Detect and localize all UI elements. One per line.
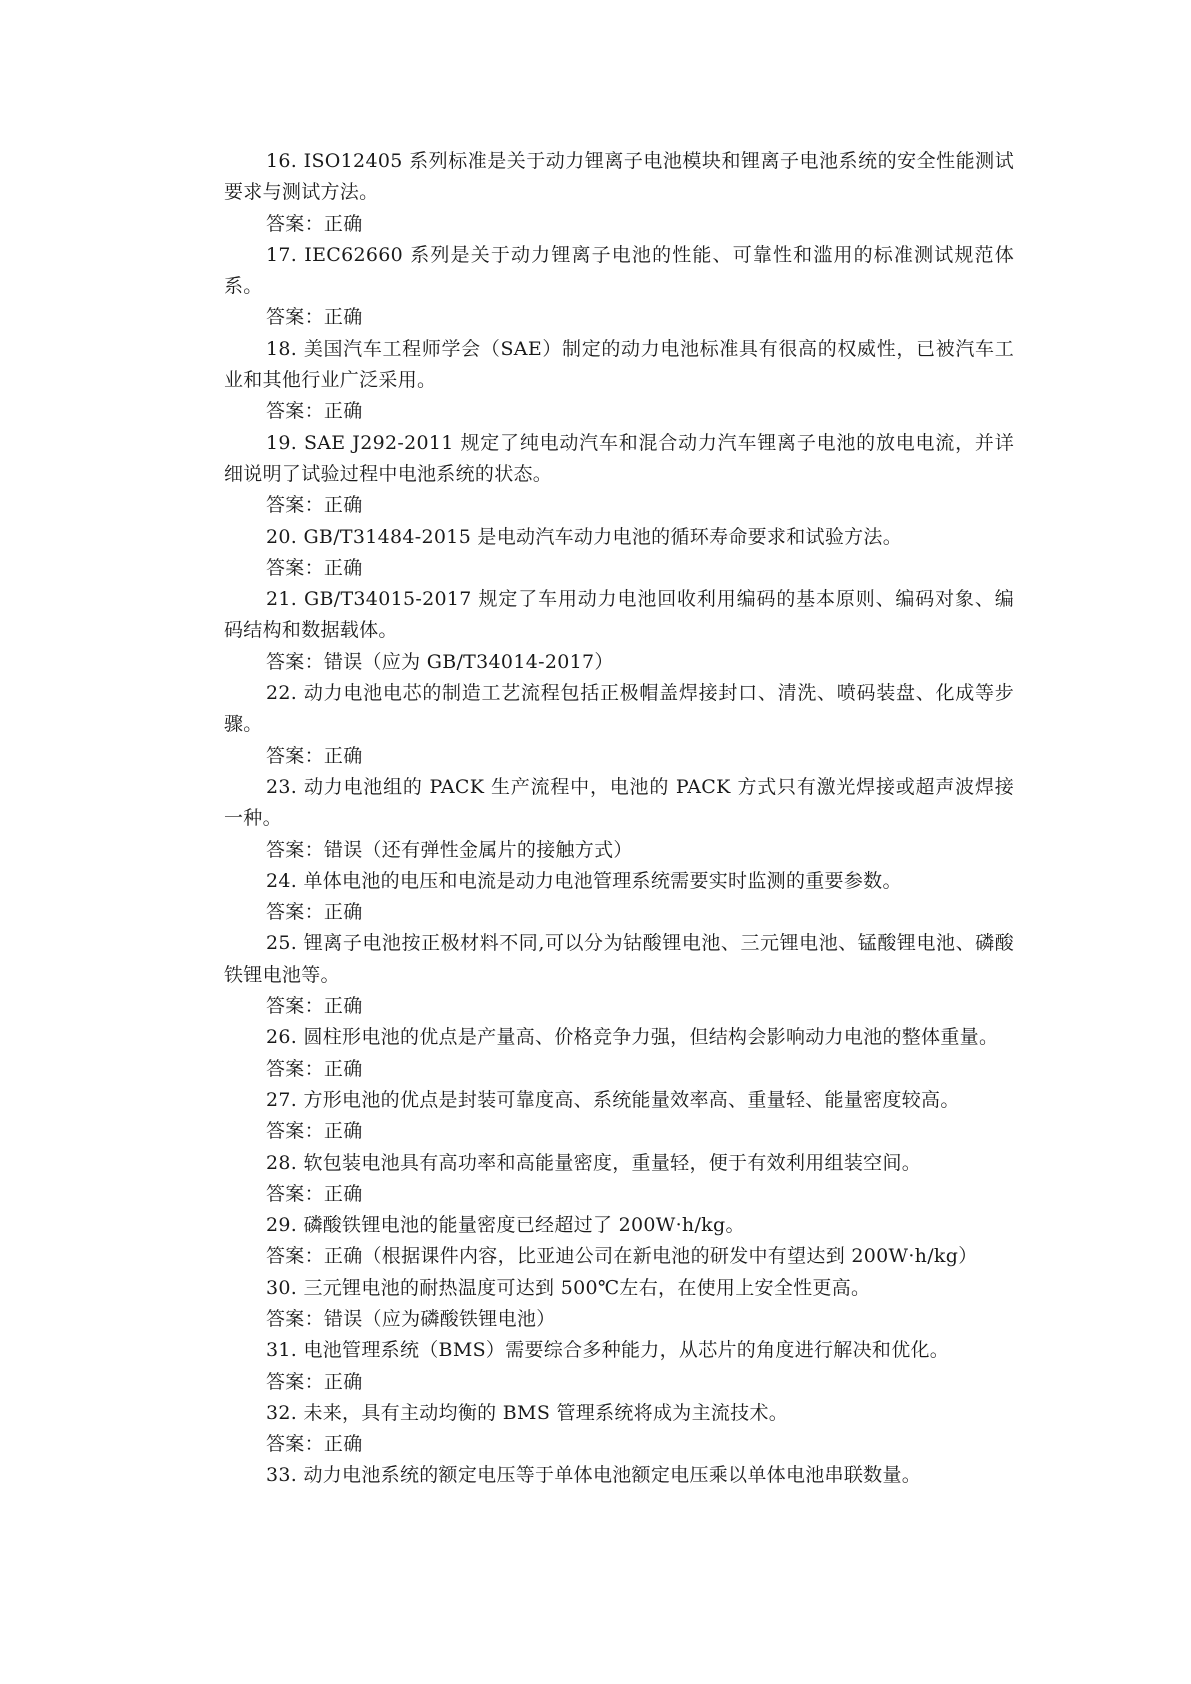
question-text: 25. 锂离子电池按正极材料不同,可以分为钴酸锂电池、三元锂电池、锰酸锂电池、磷酸铁锂电池等。	[224, 932, 1014, 986]
question-text: 26. 圆柱形电池的优点是产量高、价格竞争力强，但结构会影响动力电池的整体重量。	[266, 1026, 999, 1049]
question-text: 33. 动力电池系统的额定电压等于单体电池额定电压乘以单体电池串联数量。	[266, 1464, 922, 1487]
answer-text: 答案：错误（应为磷酸铁锂电池）	[266, 1307, 556, 1330]
question-text: 19. SAE J292-2011 规定了纯电动汽车和混合动力汽车锂离子电池的放电电流，并详细说明了试验过程中电池系统的状态。	[224, 431, 1014, 485]
question-text: 23. 动力电池组的 PACK 生产流程中，电池的 PACK 方式只有激光焊接或超声波焊接一种。	[224, 775, 1014, 830]
answer-text: 答案：正确	[266, 995, 363, 1018]
answer-text: 答案：错误（还有弹性金属片的接触方式）	[266, 838, 633, 861]
answer-text: 答案：正确	[266, 901, 363, 924]
question-text: 20. GB/T31484-2015 是电动汽车动力电池的循环寿命要求和试验方法。	[266, 525, 903, 548]
question-text: 27. 方形电池的优点是封装可靠度高、系统能量效率高、重量轻、能量密度较高。	[266, 1088, 960, 1111]
question-list	[224, 146, 1014, 1492]
answer-text: 答案：正确	[266, 1182, 363, 1205]
question-text: 30. 三元锂电池的耐热温度可达到 500℃左右，在使用上安全性更高。	[266, 1276, 871, 1299]
question-text: 31. 电池管理系统（BMS）需要综合多种能力，从芯片的角度进行解决和优化。	[266, 1339, 950, 1362]
answer-text: 答案：正确	[266, 556, 363, 579]
answer-text: 答案：正确	[266, 212, 363, 235]
question-text: 18. 美国汽车工程师学会（SAE）制定的动力电池标准具有很高的权威性，已被汽车工业和其他行业广泛采用。	[224, 337, 1014, 392]
answer-text: 答案：正确	[266, 1120, 363, 1143]
answer-text: 答案：正确（根据课件内容，比亚迪公司在新电池的研发中有望达到 200W·h/kg）	[266, 1245, 978, 1268]
question-text: 22. 动力电池电芯的制造工艺流程包括正极帽盖焊接封口、清洗、喷码装盘、化成等步骤。	[224, 682, 1014, 736]
question-text: 24. 单体电池的电压和电流是动力电池管理系统需要实时监测的重要参数。	[266, 869, 902, 892]
question-text: 21. GB/T34015-2017 规定了车用动力电池回收利用编码的基本原则、编码对象、编码结构和数据载体。	[224, 588, 1014, 642]
answer-text: 答案：正确	[266, 400, 363, 423]
question-text: 29. 磷酸铁锂电池的能量密度已经超过了 200W·h/kg。	[266, 1214, 745, 1237]
question-text: 17. IEC62660 系列是关于动力锂离子电池的性能、可靠性和滥用的标准测试规范体系。	[224, 243, 1014, 298]
question-text: 32. 未来，具有主动均衡的 BMS 管理系统将成为主流技术。	[266, 1401, 789, 1424]
answer-text: 答案：正确	[266, 494, 363, 517]
answer-text: 答案：正确	[266, 1057, 363, 1080]
answer-text: 答案：正确	[266, 744, 363, 767]
answer-text: 答案：正确	[266, 1370, 363, 1393]
answer-text: 答案：正确	[266, 1433, 363, 1456]
question-text: 16. ISO12405 系列标准是关于动力锂离子电池模块和锂离子电池系统的安全性能测试要求与测试方法。	[224, 150, 1014, 204]
answer-text: 答案：正确	[266, 306, 363, 329]
answer-text: 答案：错误（应为 GB/T34014-2017）	[266, 650, 614, 673]
question-text: 28. 软包装电池具有高功率和高能量密度，重量轻，便于有效利用组装空间。	[266, 1151, 922, 1174]
